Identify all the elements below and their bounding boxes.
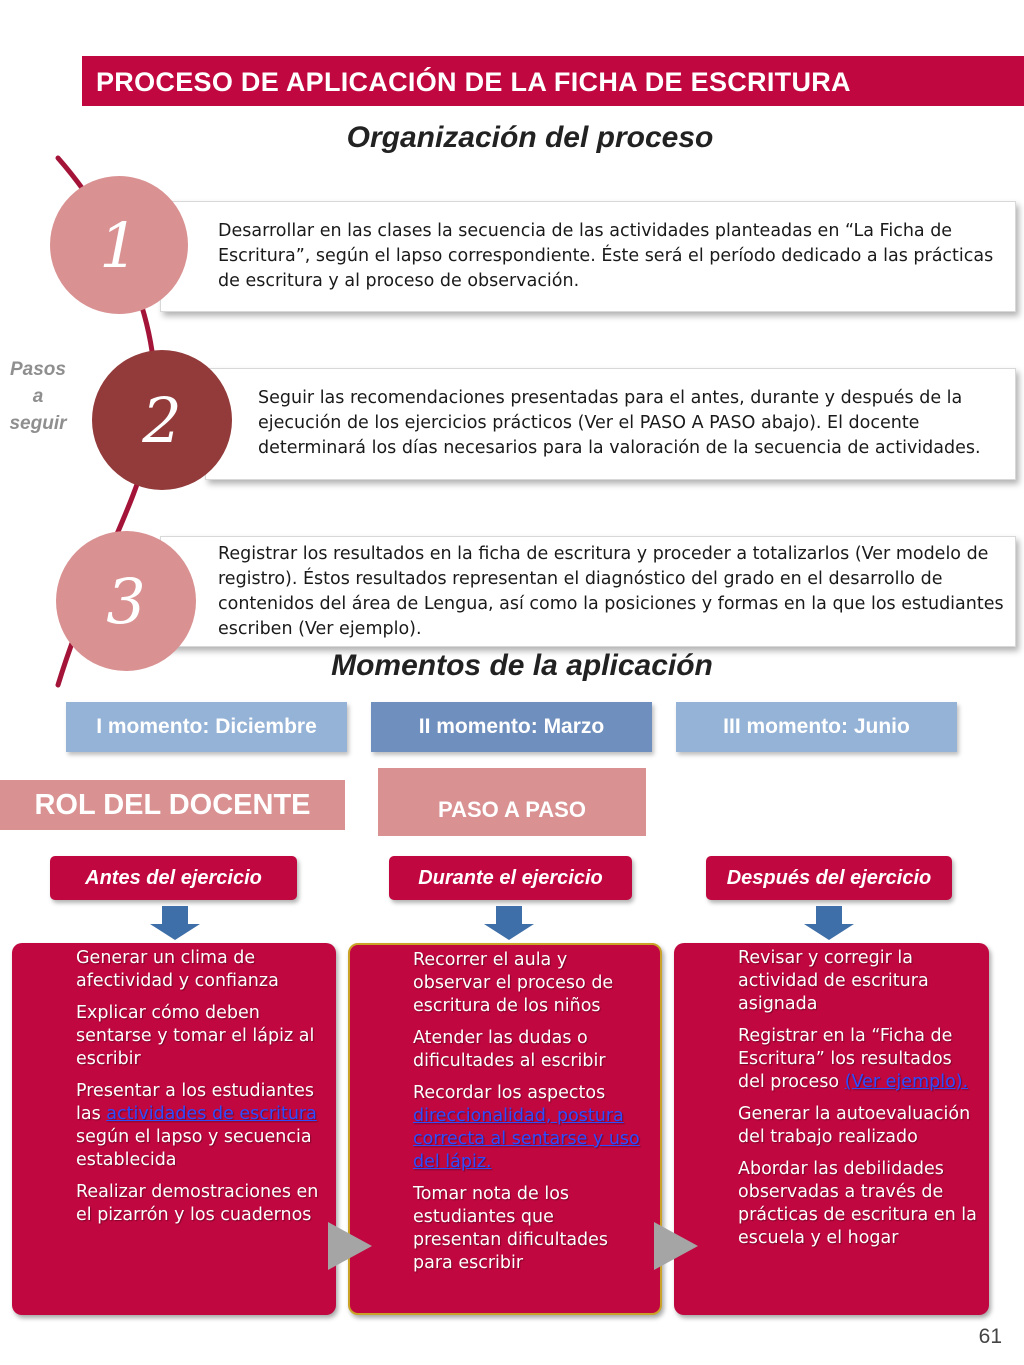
rol-docente-banner: ROL DEL DOCENTE [0, 780, 345, 830]
step-2-circle [92, 350, 232, 490]
organization-title: Organización del proceso [346, 121, 714, 154]
side-label-line: a [32, 386, 44, 407]
side-label-line: Pasos [10, 359, 66, 380]
list-item-text: Registrar en la “Ficha de Escritura” los resultados del proceso [738, 1026, 953, 1092]
step-2-box [205, 368, 1016, 480]
step-1-text: Desarrollar en las clases la secuencia de las actividades planteadas en “La Ficha de Escritura”, según el lapso correspondiente. Éste será el período dedicado a las prácticas de escritura y al proceso de observación. [218, 221, 994, 291]
posture-link[interactable]: direccionalidad, postura correcta al sentarse y uso del lápiz. [413, 1106, 640, 1172]
list-item [738, 1158, 977, 1250]
list-item-text: Generar un clima de afectividad y confianza [76, 948, 279, 991]
step-3-box [160, 536, 1016, 647]
arrow-down-icon [150, 906, 200, 940]
page-header [82, 56, 1024, 106]
page-title: PROCESO DE APLICACIÓN DE LA FICHA DE ESCRITURA [96, 67, 851, 97]
list-item [413, 949, 644, 1018]
arrow-down-icon [804, 906, 854, 940]
step-1-circle [50, 176, 188, 314]
step-3-number: 3 [106, 564, 146, 638]
list-item-text: según el lapso y secuencia establecida [76, 1127, 312, 1170]
list-item-text: Revisar y corregir la actividad de escritura asignada [738, 948, 929, 1014]
list-item-text: Recorrer el aula y observar el proceso de escritura de los niños [413, 950, 614, 1016]
list-item [413, 1082, 644, 1174]
moment-december: I momento: Diciembre [66, 702, 347, 752]
phase-during-header: Durante el ejercicio [389, 856, 632, 900]
list-item-text: Abordar las debilidades observadas a través de prácticas de escritura en la escuela y el hogar [738, 1159, 977, 1248]
list-item [76, 1181, 320, 1227]
side-label-line: seguir [9, 413, 67, 434]
phase-after-header: Después del ejercicio [706, 856, 952, 900]
list-item-text: Presentar a los estudiantes las [76, 1081, 315, 1124]
list-item [76, 1002, 320, 1071]
example-link[interactable]: (Ver ejemplo). [844, 1072, 969, 1092]
activities-link[interactable]: actividades de escritura [106, 1104, 317, 1124]
list-item [76, 1080, 320, 1172]
moment-june: III momento: Junio [676, 702, 957, 752]
list-item-text: Generar la autoevaluación del trabajo realizado [738, 1104, 971, 1147]
list-item [738, 1103, 977, 1149]
arrow-right-icon [328, 1222, 372, 1270]
arrow-down-icon [484, 906, 534, 940]
paso-a-paso-banner: PASO A PASO [378, 768, 646, 836]
list-item-text: Atender las dudas o dificultades al escribir [413, 1028, 606, 1071]
list-item [738, 1025, 977, 1094]
step-2-number: 2 [142, 383, 182, 457]
list-item-text: Explicar cómo deben sentarse y tomar el lápiz al escribir [76, 1003, 315, 1069]
moments-title: Momentos de la aplicación [331, 649, 713, 682]
phase-before-header: Antes del ejercicio [50, 856, 297, 900]
list-item-text: Recordar los aspectos [413, 1083, 606, 1103]
step-1-number: 1 [99, 208, 139, 282]
list-item-text: Tomar nota de los estudiantes que presentan dificultades para escribir [413, 1184, 609, 1273]
step-3-text: Registrar los resultados en la ficha de escritura y proceder a totalizarlos (Ver modelo de registro). Éstos resultados representan el diagnóstico del grado en el desarrollo de contenidos del área de Lengua, así como la posiciones y formas en la que los estudiantes escriben (Ver ejemplo). [218, 544, 1004, 639]
step-1-box [160, 201, 1016, 312]
phase-during-panel [348, 943, 662, 1315]
step-2-text: Seguir las recomendaciones presentadas para el antes, durante y después de la ejecución de los ejercicios prácticos (Ver el PASO A PASO abajo). El docente determinará los días necesarios para la valoración de la secuencia de actividades. [258, 388, 981, 458]
phase-after-panel [674, 943, 989, 1315]
phase-before-panel [12, 943, 336, 1315]
list-item [738, 947, 977, 1016]
steps-side-label [0, 356, 76, 437]
arrow-right-icon [654, 1222, 698, 1270]
list-item [413, 1027, 644, 1073]
list-item [76, 947, 320, 993]
step-3-circle [56, 531, 196, 671]
list-item [413, 1183, 644, 1275]
list-item-text: Realizar demostraciones en el pizarrón y los cuadernos [76, 1182, 319, 1225]
moment-march: II momento: Marzo [371, 702, 652, 752]
page-number: 61 [978, 1325, 1002, 1348]
